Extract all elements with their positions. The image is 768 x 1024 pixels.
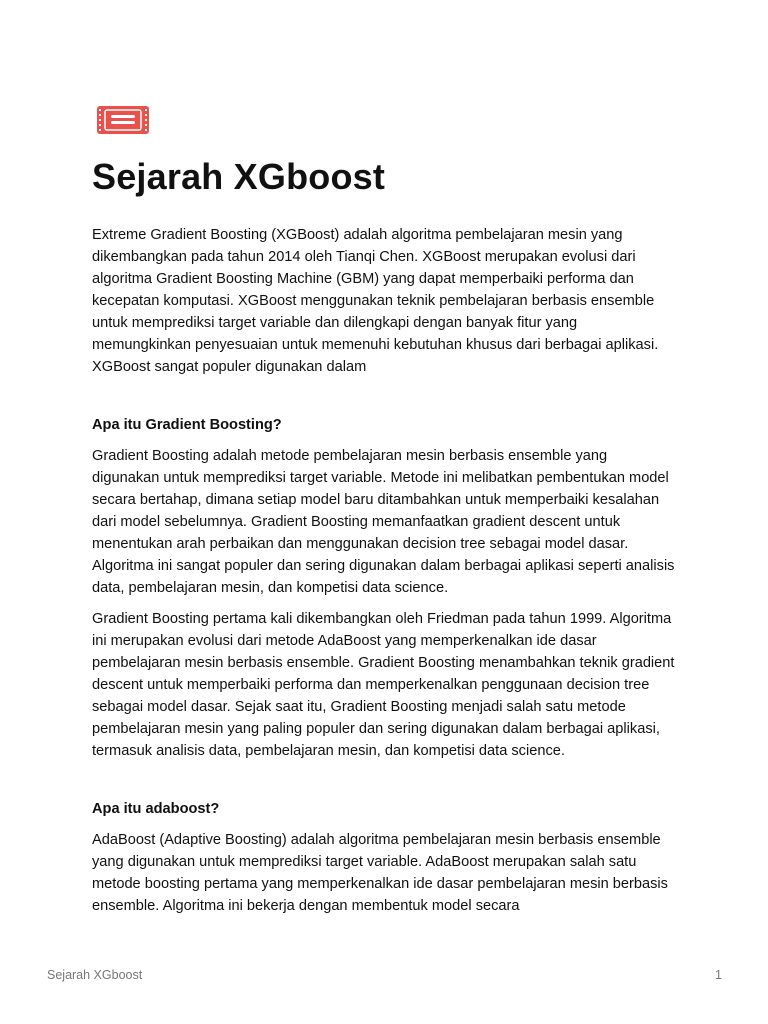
- page-title: Sejarah XGboost: [92, 156, 386, 197]
- footer-document-title: Sejarah XGboost: [47, 968, 143, 982]
- gradient-boosting-paragraph-2: Gradient Boosting pertama kali dikembangkan oleh Friedman pada tahun 1999. Algoritma ini merupakan evolusi dari metode AdaBoost yang memperkenalkan ide dasar pembelajaran mesin berbasis ensemble. Gradient Boosting menambahkan teknik gradient descent untuk memperbaiki performa dan memperkenalkan penggunaan decision tree sebagai model dasar. Sejak saat itu, Gradient Boosting menjadi salah satu metode pembelajaran mesin yang paling populer dan sering digunakan dalam berbagai aplikasi, termasuk analisis data, pembelajaran mesin, dan kompetisi data science.: [92, 611, 675, 759]
- intro-paragraph: Extreme Gradient Boosting (XGBoost) adalah algoritma pembelajaran mesin yang dikembangkan pada tahun 2014 oleh Tianqi Chen. XGBoost merupakan evolusi dari algoritma Gradient Boosting Machine (GBM) yang dapat memperbaiki performa dan kecepatan komputasi. XGBoost menggunakan teknik pembelajaran berbasis ensemble untuk memprediksi target variable dan dilengkapi dengan banyak fitur yang memungkinkan penyesuaian untuk memenuhi kebutuhan khusus dari berbagai aplikasi. XGBoost sangat populer digunakan dalam: [92, 227, 659, 375]
- section-heading-adaboost: Apa itu adaboost?: [92, 801, 220, 817]
- gradient-boosting-paragraph-1: Gradient Boosting adalah metode pembelajaran mesin berbasis ensemble yang digunakan untuk memprediksi target variable. Metode ini melibatkan pembentukan model secara bertahap, dimana setiap model baru ditambahkan untuk memperbaiki kesalahan dari model sebelumnya. Gradient Boosting memanfaatkan gradient descent untuk menentukan arah perbaikan dan menggunakan decision tree sebagai model dasar. Algoritma ini sangat populer dan sering digunakan dalam berbagai aplikasi seperti analisis data, pembelajaran mesin, dan kompetisi data science.: [92, 448, 675, 596]
- adaboost-paragraph-1: AdaBoost (Adaptive Boosting) adalah algoritma pembelajaran mesin berbasis ensemble yang digunakan untuk memprediksi target variable. AdaBoost merupakan salah satu metode boosting pertama yang memperkenalkan ide dasar pembelajaran mesin berbasis ensemble. Algoritma ini bekerja dengan membentuk model secara: [92, 832, 668, 914]
- ticket-icon: [96, 104, 150, 136]
- document-body: [92, 150, 678, 917]
- section-heading-gradient-boosting: Apa itu Gradient Boosting?: [92, 417, 282, 433]
- footer-page-number: 1: [715, 968, 722, 982]
